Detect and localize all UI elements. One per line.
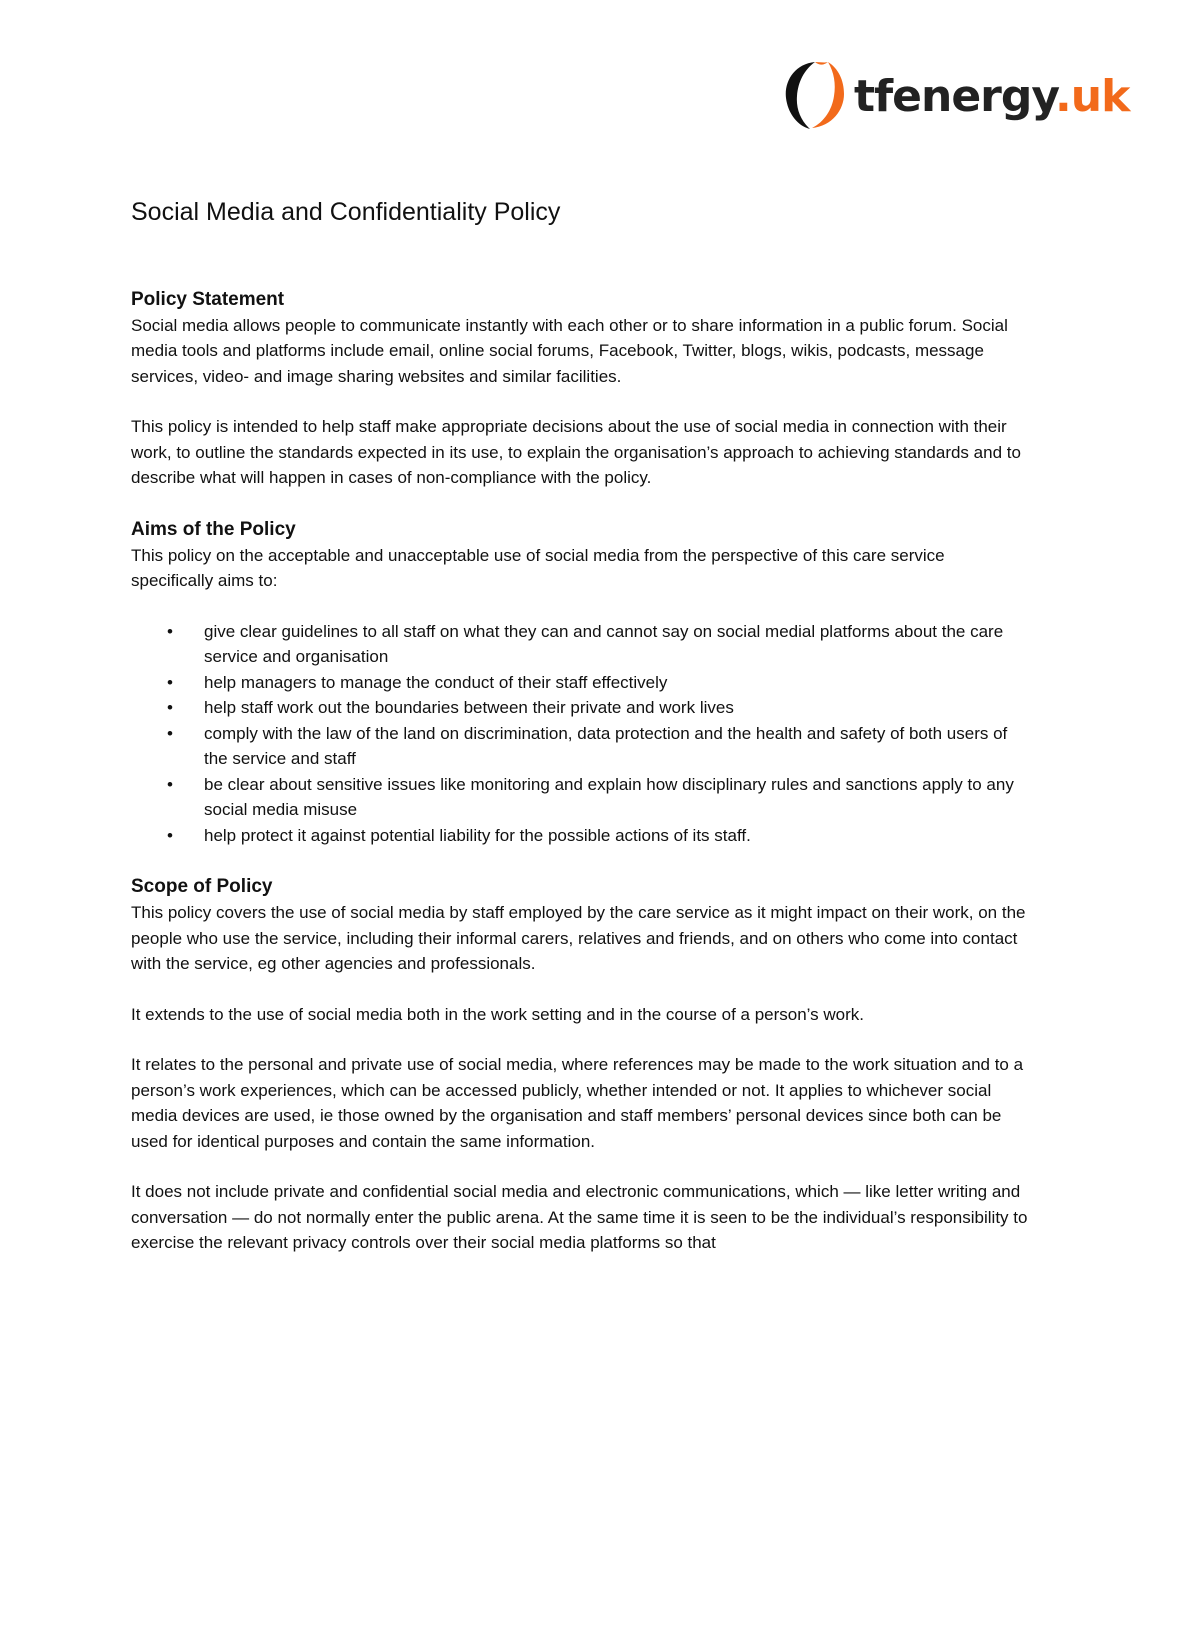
list-item-text: give clear guidelines to all staff on what they can and cannot say on social medial platforms about the care service and organisation — [204, 621, 1004, 666]
section-heading: Aims of the Policy — [131, 518, 296, 540]
section-policy-statement — [131, 287, 1031, 491]
paragraph: This policy on the acceptable and unacceptable use of social media from the perspective of this care service specifically aims to: — [131, 545, 945, 590]
bullet-icon: • — [167, 825, 173, 845]
section-aims-of-the-policy — [131, 517, 1031, 849]
list-item — [131, 619, 1031, 670]
paragraph: This policy is intended to help staff make appropriate decisions about the use of social media in connection with their work, to outline the standards expected in its use, to explain the organisation’s approach to achieving standards and to describe what will happen in cases of non-compliance with the policy. — [131, 417, 1021, 487]
list-item — [131, 772, 1031, 823]
list-item-text: help managers to manage the conduct of their staff effectively — [204, 672, 668, 692]
list-item — [131, 670, 1031, 696]
document-title: Social Media and Confidentiality Policy — [131, 198, 561, 226]
section-scope-of-policy — [131, 874, 1031, 1256]
aims-bullet-list — [131, 619, 1031, 849]
list-item-text: be clear about sensitive issues like monitoring and explain how disciplinary rules and sanctions apply to any social media misuse — [204, 774, 1014, 819]
logo-wordmark — [854, 71, 1130, 122]
bullet-icon: • — [167, 672, 173, 692]
logo-tld-text: .uk — [1055, 71, 1130, 122]
list-item-text: help protect it against potential liability for the possible actions of its staff. — [204, 825, 751, 845]
bullet-icon: • — [167, 698, 173, 717]
section-heading: Policy Statement — [131, 288, 285, 310]
list-item — [131, 695, 1031, 721]
list-item — [131, 823, 1031, 849]
list-item — [131, 721, 1031, 772]
paragraph: It extends to the use of social media both in the work setting and in the course of a person’s work. — [131, 1004, 864, 1024]
list-item-text: comply with the law of the land on discrimination, data protection and the health and safety of both users of the service and staff — [204, 723, 1008, 768]
paragraph: This policy covers the use of social media by staff employed by the care service as it might impact on their work, on the people who use the service, including their informal carers, relatives and friends, and on others who come into contact with the service, eg other agencies and professionals. — [131, 903, 1026, 973]
bullet-icon: • — [167, 621, 173, 641]
bullet-icon: • — [167, 774, 173, 794]
paragraph: It relates to the personal and private use of social media, where references may be made to the work situation and to a person’s work experiences, which can be accessed publicly, whether intended or not. It applies to whichever social media devices are used, ie those owned by the organisation and staff members’ personal devices since both can be used for identical purposes and contain the same information. — [131, 1055, 1024, 1151]
company-logo — [782, 58, 1129, 132]
list-item-text: help staff work out the boundaries between their private and work lives — [204, 698, 734, 717]
section-heading: Scope of Policy — [131, 876, 273, 897]
paragraph: Social media allows people to communicate instantly with each other or to share information in a public forum. Social media tools and platforms include email, online social forums, Facebook, Twitter, blogs, wikis, podcasts, message services, video- and image sharing websites and similar facilities. — [131, 315, 1008, 386]
bullet-icon: • — [167, 723, 173, 743]
document-body — [131, 196, 1031, 1282]
tfenergy-logo-mark-icon — [782, 58, 848, 132]
paragraph: It does not include private and confidential social media and electronic communications, which — like letter writing and conversation — do not normally enter the public arena. At the same time it is seen to be the individual’s responsibility to exercise the relevant privacy controls over their social media platforms so that — [131, 1182, 1028, 1252]
logo-brand-text: tfenergy — [854, 71, 1056, 122]
